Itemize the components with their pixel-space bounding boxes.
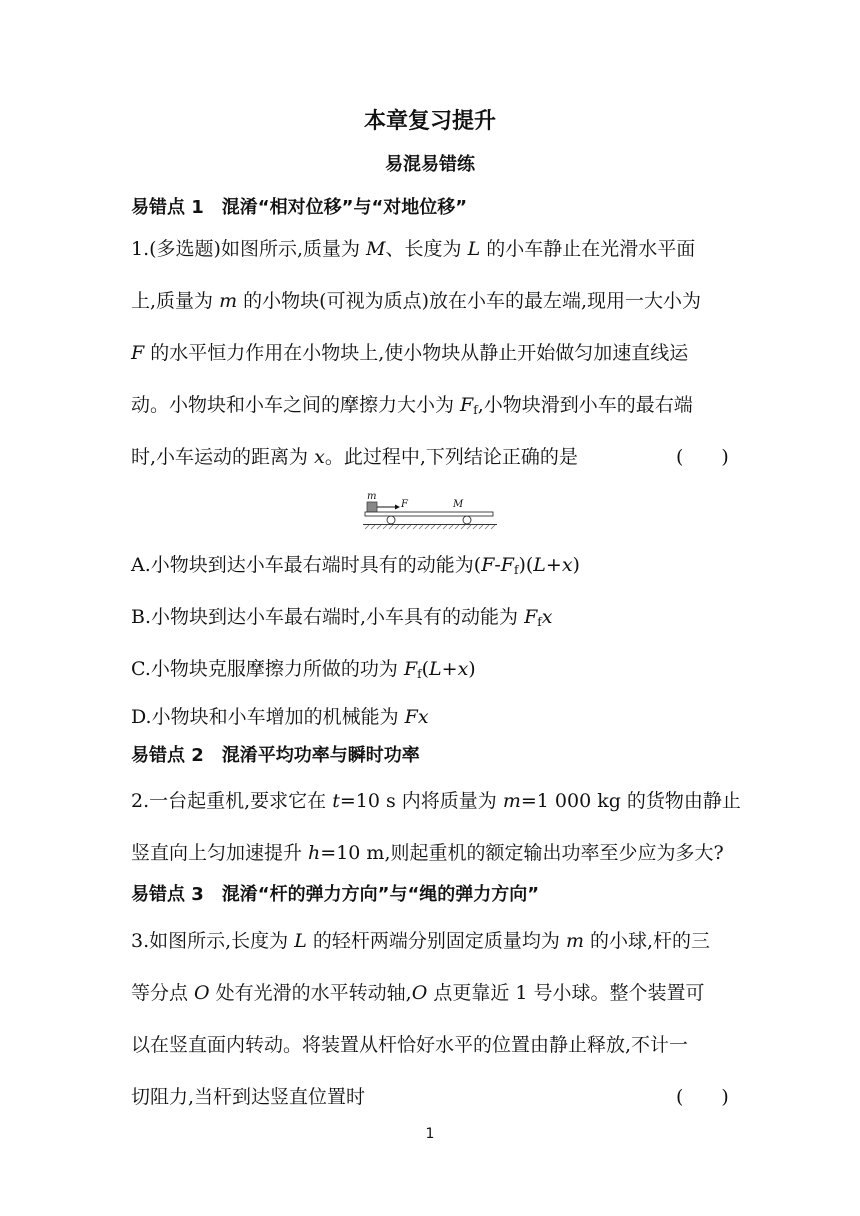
q3-line-2: 等分点 O 处有光滑的水平转动轴,O 点更靠近 1 号小球。整个装置可 <box>131 982 705 1004</box>
page-number: 1 <box>425 1126 435 1142</box>
q2-line-2: 竖直向上匀加速提升 h=10 m,则起重机的额定输出功率至少应为多大? <box>131 842 724 864</box>
q1-option-d: D.小物块和小车增加的机械能为 Fx <box>131 706 429 728</box>
fig-label-F: F <box>401 499 408 510</box>
fig-wheel-right <box>463 516 471 524</box>
fig-cart-board <box>365 512 493 516</box>
q1-line-1: 1.(多选题)如图所示,质量为 M、长度为 L 的小车静止在光滑水平面 <box>131 238 696 260</box>
q1-line-5: 时,小车运动的距离为 x。此过程中,下列结论正确的是 <box>131 446 578 468</box>
q1-line-4: 动。小物块和小车之间的摩擦力大小为 $F_f$,小物块滑到小车的最右端 <box>131 394 693 417</box>
error-point-1-heading: 易错点 1 混淆“相对位移”与“对地位移” <box>131 197 468 218</box>
error-point-2-heading: 易错点 2 混淆平均功率与瞬时功率 <box>131 745 420 766</box>
fig-wheel-left <box>387 516 395 524</box>
q2-line-1: 2.一台起重机,要求它在 t=10 s 内将质量为 m=1 000 kg 的货物由静止 <box>131 790 741 812</box>
q3-line-3: 以在竖直面内转动。将装置从杆恰好水平的位置由静止释放,不计一 <box>131 1034 689 1056</box>
q3-line-1: 3.如图所示,长度为 L 的轻杆两端分别固定质量均为 m 的小球,杆的三 <box>131 930 711 952</box>
q1-line-2: 上,质量为 m 的小物块(可视为质点)放在小车的最左端,现用一大小为 <box>131 290 702 312</box>
section-subtitle: 易混易错练 <box>385 154 475 175</box>
fig-block <box>367 502 377 512</box>
fig-label-m: m <box>367 491 377 502</box>
fig-arrow-head <box>395 505 400 510</box>
chapter-title: 本章复习提升 <box>363 109 496 134</box>
q3-line-4: 切阻力,当杆到达竖直位置时 <box>131 1086 366 1108</box>
error-point-3-heading: 易错点 3 混淆“杆的弹力方向”与“绳的弹力方向” <box>131 884 540 905</box>
q1-option-a: A.小物块到达小车最右端时具有的动能为$(F-F_f)(L+x)$ <box>131 554 580 577</box>
fig-ground-hatch <box>365 525 495 529</box>
fig-label-M: M <box>453 499 464 510</box>
q1-line-3: F 的水平恒力作用在小物块上,使小物块从静止开始做匀加速直线运 <box>131 342 689 364</box>
q1-option-c: C.小物块克服摩擦力所做的功为 $F_f(L+x)$ <box>131 658 476 681</box>
q1-option-b: B.小物块到达小车最右端时,小车具有的动能为 $F_fx$ <box>131 606 553 629</box>
q1-answer-blank: ( ) <box>676 446 729 468</box>
cart-block-figure <box>363 489 497 533</box>
q3-answer-blank: ( ) <box>676 1086 729 1108</box>
